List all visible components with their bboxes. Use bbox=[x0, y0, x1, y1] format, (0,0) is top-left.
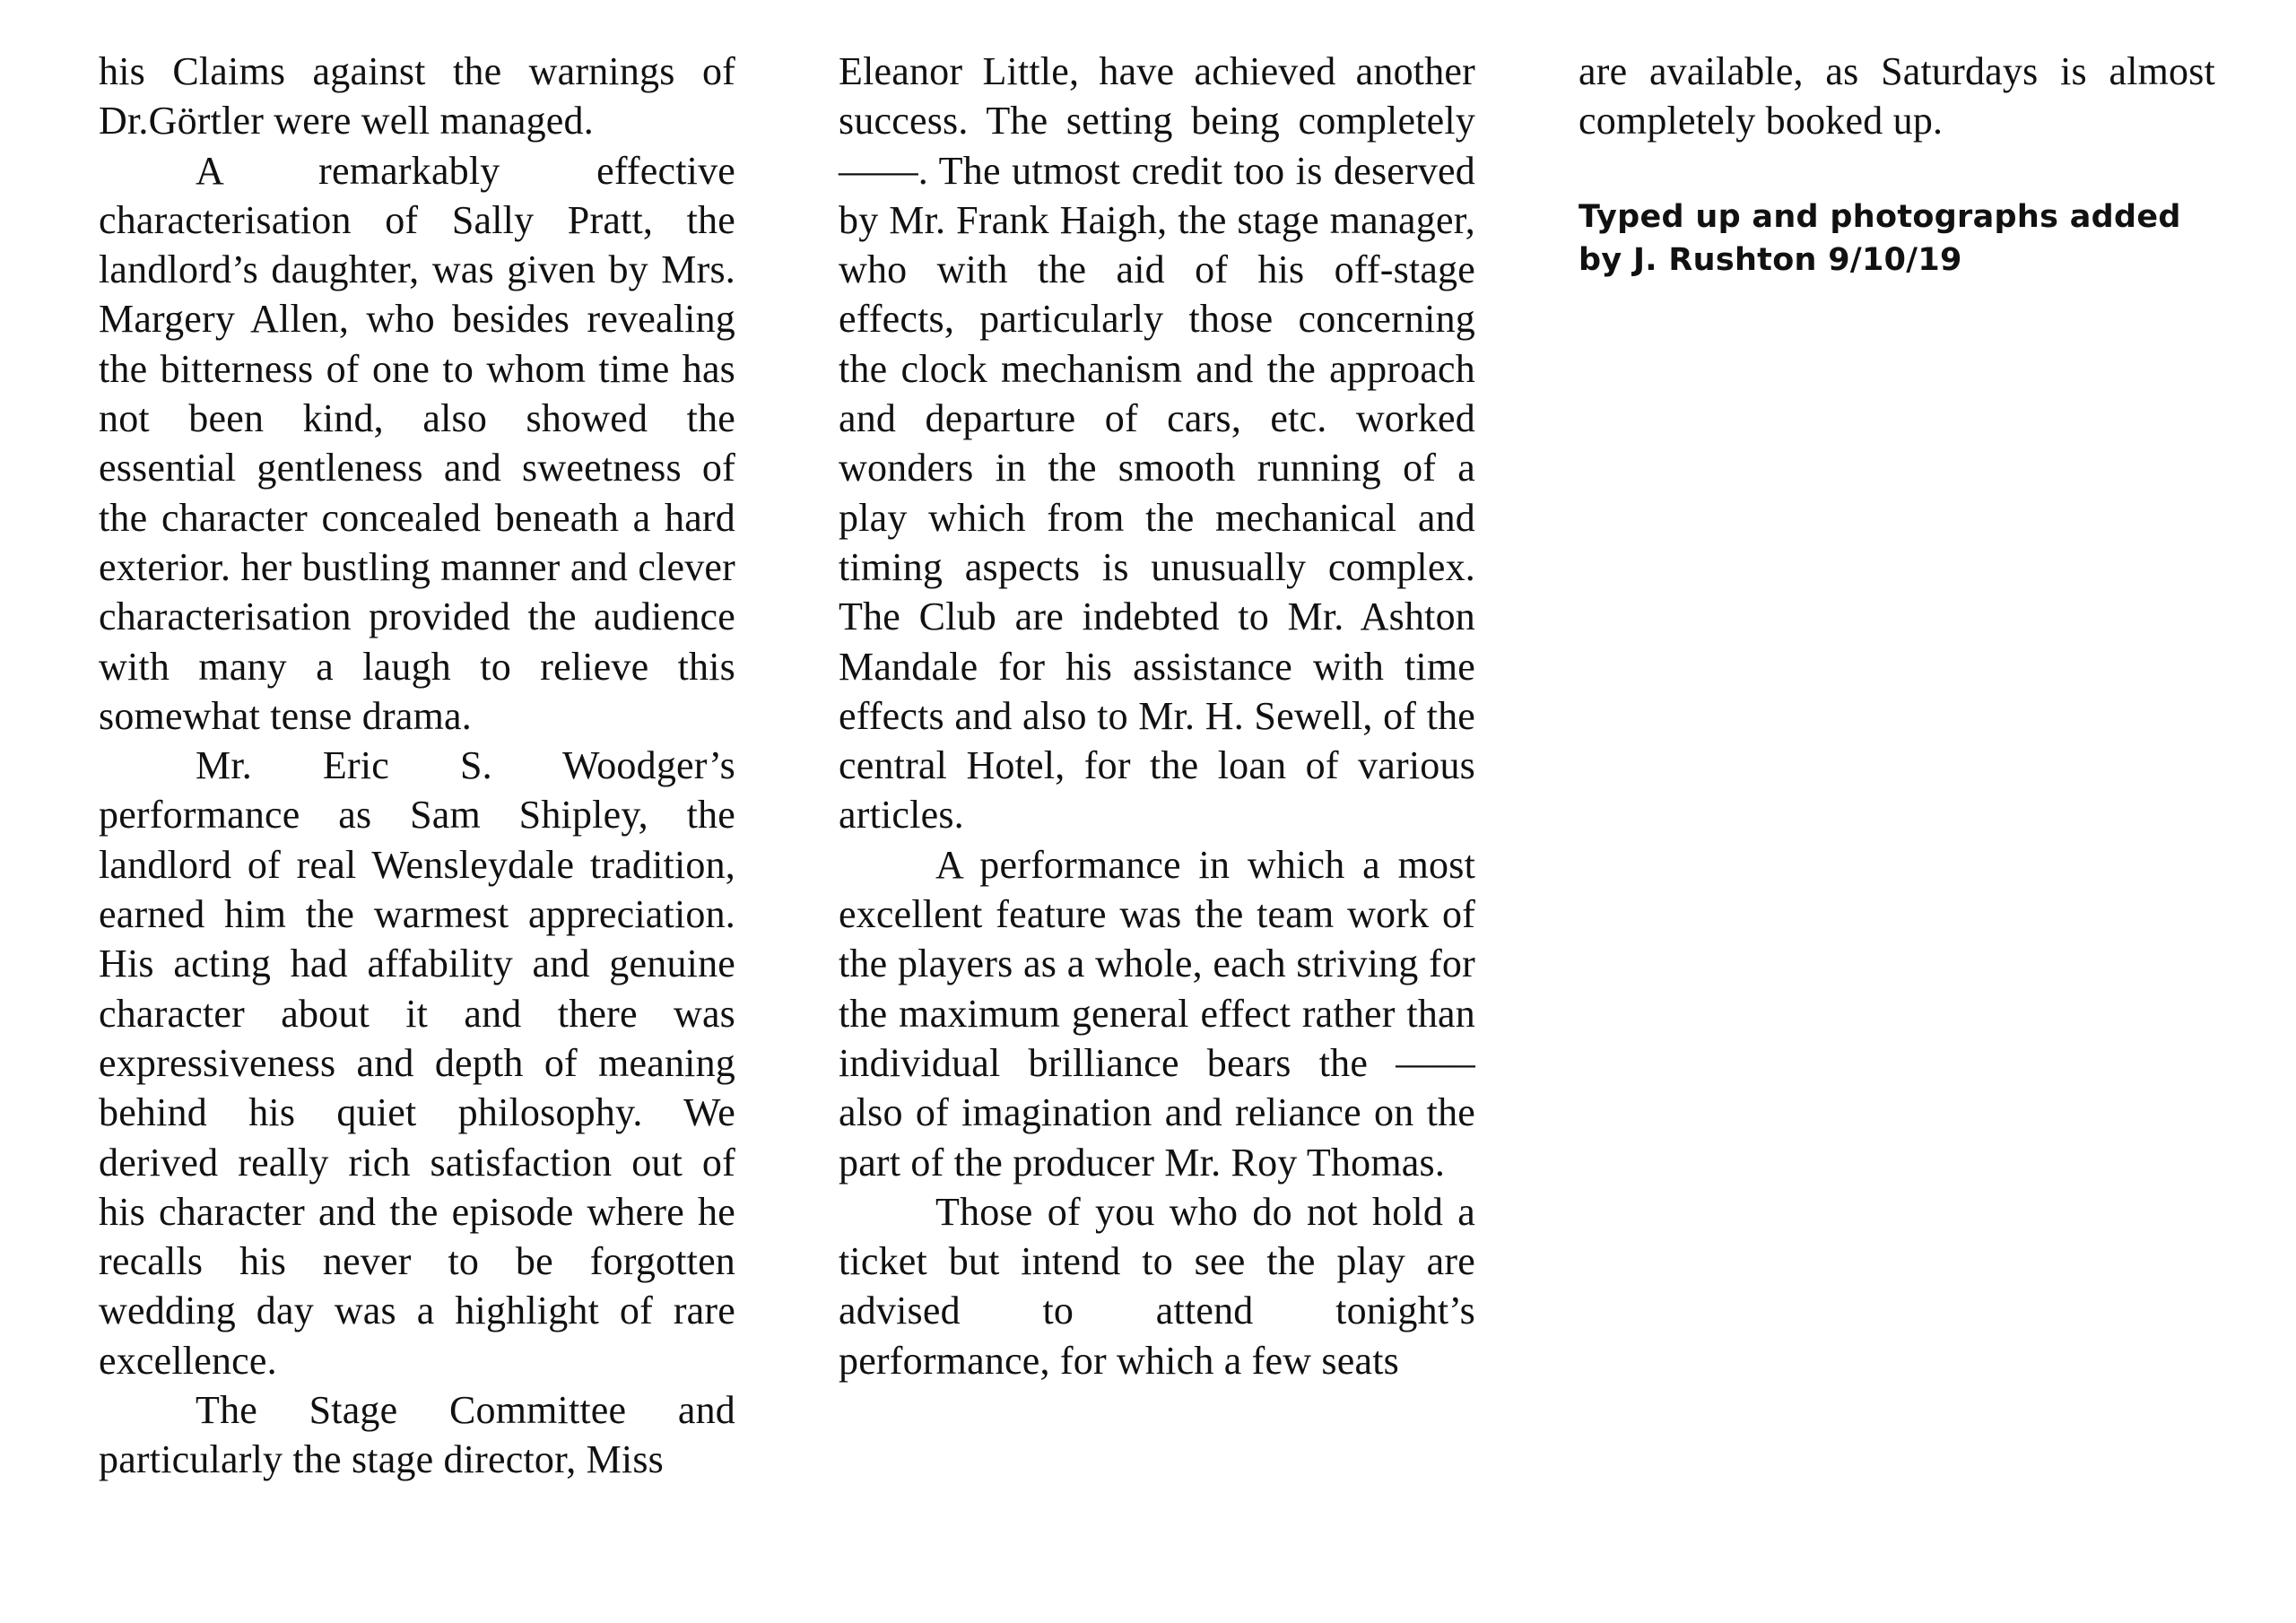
text-column-2 bbox=[839, 47, 1475, 1385]
paragraph: The Stage Committee and particularly the stage director, Miss bbox=[99, 1388, 735, 1482]
paragraph: A performance in which a most excellent feature was the team work of the players as a whole, each striving for the maximum general effect rather than individual brilliance bears the –––– also of imagination and reliance on the part of the producer Mr. Roy Thomas. bbox=[839, 842, 1475, 1185]
paragraph: Mr. Eric S. Woodger’s performance as Sam Shipley, the landlord of real Wensleydale tradition, earned him the warmest appreciation. His acting had affability and genuine character about it and there was expressiveness and depth of meaning behind his quiet philosophy. We derived really rich satisfaction out of his character and the episode where he recalls his never to be forgotten wedding day was a highlight of rare excellence. bbox=[99, 743, 735, 1383]
transcription-credit: Typed up and photographs added by J. Rushton 9/10/19 bbox=[1578, 199, 2181, 278]
paragraph: Those of you who do not hold a ticket but intend to see the play are advised to attend tonight’s performance, for which a few seats bbox=[839, 1189, 1475, 1383]
paragraph: his Claims against the warnings of Dr.Görtler were well managed. bbox=[99, 49, 735, 143]
text-column-1 bbox=[99, 47, 735, 1485]
paragraph: Eleanor Little, have achieved another success. The setting being completely ––––. The utmost credit too is deserved by Mr. Frank Haigh, the stage manager, who with the aid of his off-stage effects, particularly those concerning the clock mechanism and the approach and departure of cars, etc. worked wonders in the smooth running of a play which from the mechanical and timing aspects is unusually complex. The Club are indebted to Mr. Ashton Mandale for his assistance with time effects and also to Mr. H. Sewell, of the central Hotel, for the loan of various articles. bbox=[839, 49, 1475, 838]
paragraph: A remarkably effective characterisation of Sally Pratt, the landlord’s daughter, was given by Mrs. Margery Allen, who besides revealing the bitterness of one to whom time has not been kind, also showed the essential gentleness and sweetness of the character concealed beneath a hard exterior. her bustling manner and clever characterisation provided the audience with many a laugh to relieve this somewhat tense drama. bbox=[99, 148, 735, 738]
paragraph: are available, as Saturdays is almost completely booked up. bbox=[1578, 49, 2215, 143]
text-column-3 bbox=[1578, 47, 2215, 146]
